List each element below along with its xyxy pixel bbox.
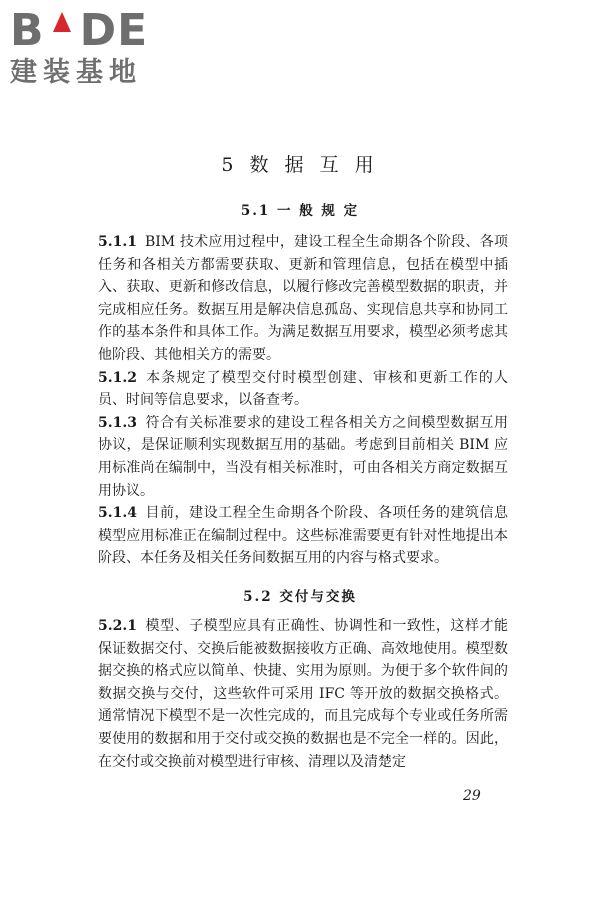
chapter-title: 5 数 据 互 用 [221, 154, 379, 176]
section-body-5-1 [98, 231, 508, 570]
page-number: 29 [463, 788, 481, 804]
clause-5-2-1: 5.2.1 模型、子模型应具有正确性、协调性和一致性，这样才能保证数据交付、交换后能被数据接收方正确、高效地使用。模型数据交换的格式应以简单、快捷、实用为原则。为便于多个软件间的数据交换与交付，这些软件可采用 IFC 等开放的数据交换格式。通常情况下模型不是一次性完成的，而且完成每个专业或任务所需要使用的数据和用于交付或交换的数据也是不完全一样的。因此，在交付或交换前对模型进行审核、清理以及清楚定 [98, 618, 508, 770]
clause-5-1-2: 5.1.2 本条规定了模型交付时模型创建、审核和更新工作的人员、时间等信息要求，以备查考。 [98, 369, 508, 409]
clause-5-1-3: 5.1.3 符合有关标准要求的建设工程各相关方之间模型数据互用协议，是保证顺利实现数据互用的基础。考虑到目前相关 BIM 应用标准尚在编制中，当没有相关标准时，可由各相关方商定数据互用协议。 [98, 414, 508, 499]
logo-subtitle: 建装基地 [10, 57, 142, 88]
logo-wordmark: B DE [10, 5, 149, 56]
section-title-5-1: 5.1 一 般 规 定 [240, 203, 360, 219]
clause-5-1-1: 5.1.1 BIM 技术应用过程中，建设工程全生命期各个阶段、各项任务和各相关方都需要获取、更新和管理信息，包括在模型中插入、获取、更新和修改信息，以履行修改完善模型数据的职责，并完成相应任务。数据互用是解决信息孤岛、实现信息共享和协同工作的基本条件和具体工作。为满足数据互用要求，模型必须考虑其他阶段、其他相关方的需要。 [98, 234, 508, 363]
clause-5-1-4: 5.1.4 目前，建设工程全生命期各个阶段、各项任务的建筑信息模型应用标准正在编制过程中。这些标准需要更有针对性地提出本阶段、本任务及相关任务间数据互用的内容与格式要求。 [98, 505, 508, 567]
brand-logo [10, 5, 185, 100]
section-title-5-2: 5.2 交付与交换 [243, 589, 357, 605]
section-body-5-2 [98, 615, 508, 773]
logo-triangle-icon [53, 12, 71, 32]
